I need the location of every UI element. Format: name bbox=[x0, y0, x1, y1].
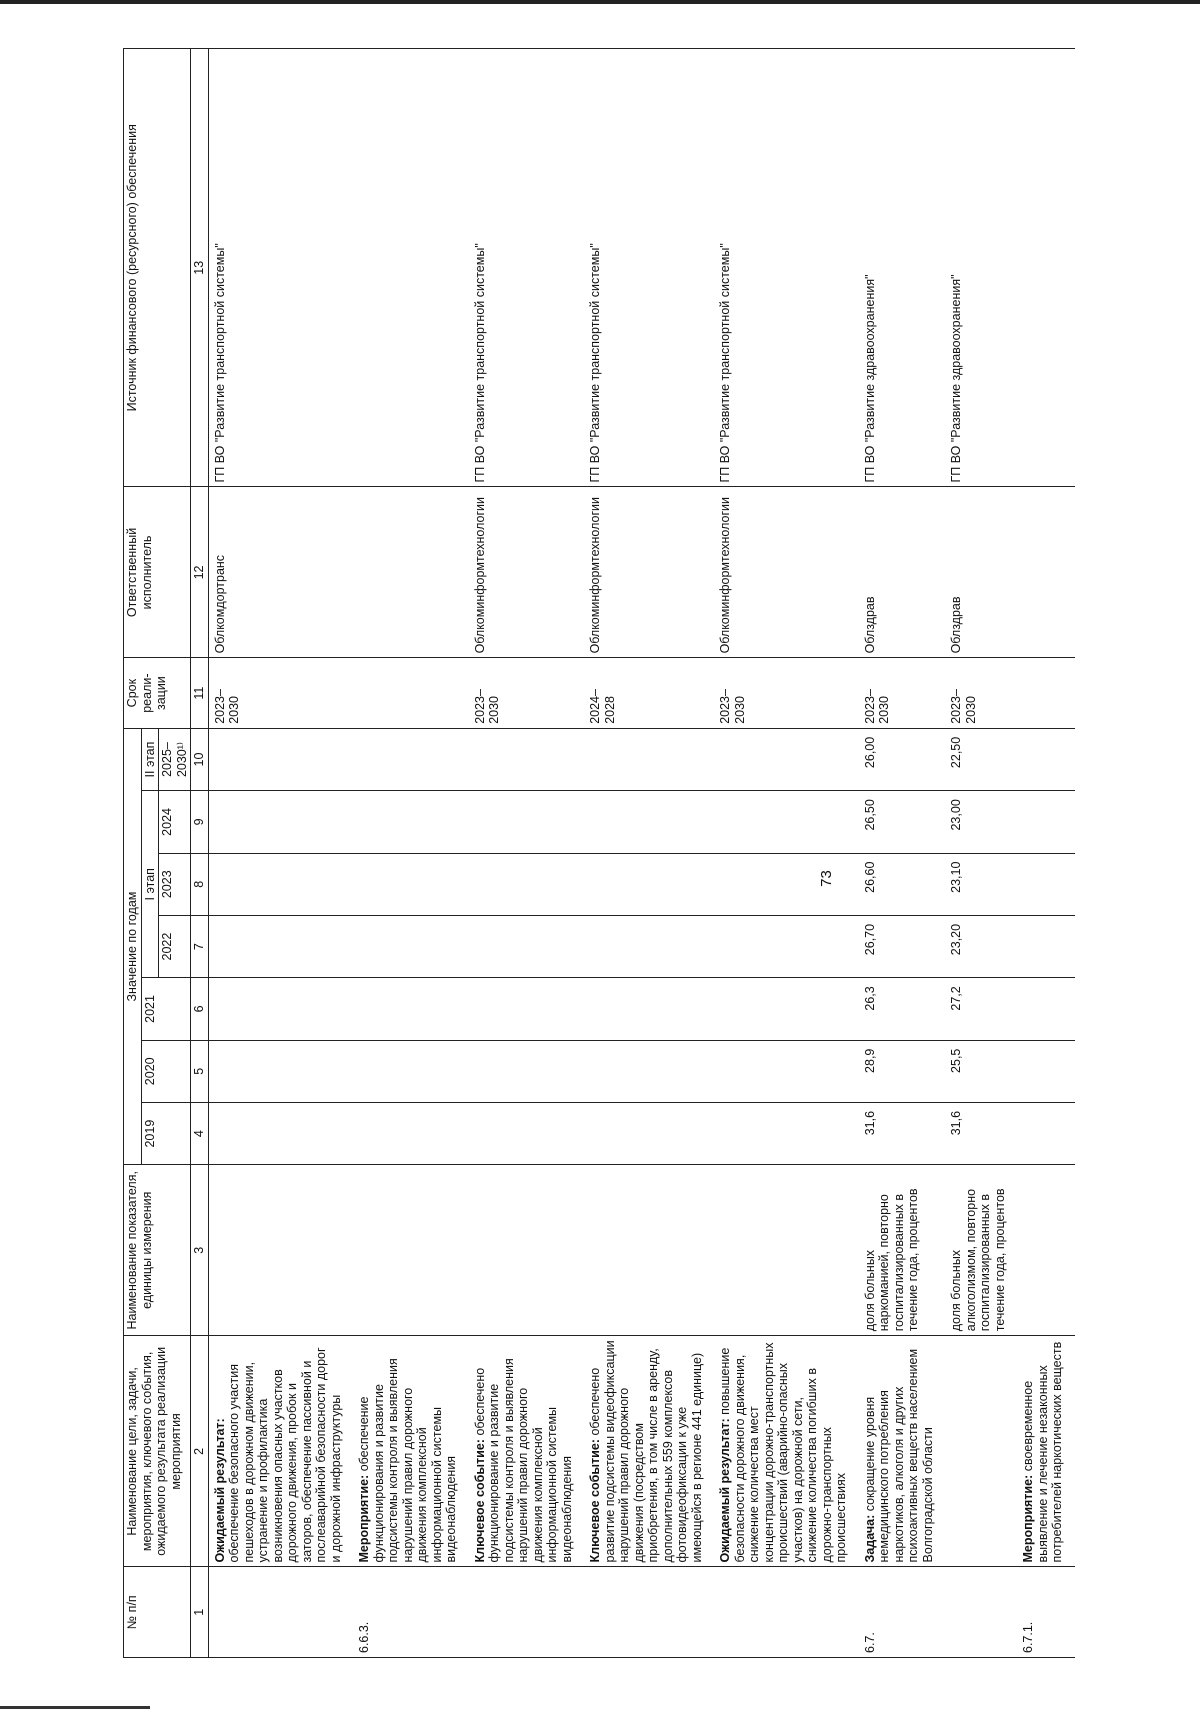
row-term: 2023–2030 bbox=[945, 658, 1017, 728]
row-name bbox=[584, 1336, 714, 1567]
row-text: обеспечение функционирования и развитие подсистемы контроля и выявления нарушений правил дорожного движения комплексной информационной системы видеонаблюдения bbox=[357, 1358, 458, 1563]
row-v2023 bbox=[353, 853, 469, 915]
row-v2021 bbox=[714, 978, 859, 1040]
col-number: 13 bbox=[191, 49, 209, 487]
header-2021: 2021 bbox=[141, 978, 191, 1040]
row-term: 2023–2030 bbox=[714, 658, 859, 728]
row-v2025: 22,50 bbox=[945, 728, 1017, 790]
row-v2021: 26,3 bbox=[859, 978, 946, 1040]
row-v2019 bbox=[469, 1102, 585, 1164]
row-lead: Ключевое событие: bbox=[472, 1439, 487, 1563]
row-v2024 bbox=[714, 791, 859, 853]
row-name bbox=[859, 1336, 946, 1567]
row-source: ГП ВО "Развитие здравоохранения" bbox=[945, 49, 1017, 487]
row-v2024 bbox=[353, 791, 469, 853]
row-v2023 bbox=[714, 853, 859, 915]
table-row bbox=[584, 49, 714, 1658]
row-v2021 bbox=[353, 978, 469, 1040]
col-number: 7 bbox=[191, 915, 209, 977]
row-v2023 bbox=[208, 853, 353, 915]
row-v2021: 27,2 bbox=[945, 978, 1017, 1040]
row-v2020 bbox=[1017, 1040, 1075, 1102]
rotated-page bbox=[123, 48, 1153, 1658]
row-no bbox=[469, 1567, 585, 1658]
header-2022: 2022 bbox=[159, 915, 191, 977]
row-v2025 bbox=[584, 728, 714, 790]
col-number: 12 bbox=[191, 487, 209, 658]
col-number: 8 bbox=[191, 853, 209, 915]
col-number: 3 bbox=[191, 1165, 209, 1336]
row-source: ГП ВО "Развитие транспортной системы" bbox=[469, 49, 585, 487]
row-lead: Мероприятие: bbox=[357, 1474, 371, 1563]
row-v2023: 26,60 bbox=[859, 853, 946, 915]
row-indicator: доля больных наркоманией, повторно госпитализированных в течение года, процентов bbox=[859, 1165, 946, 1336]
row-executor: Облкоминформтехнологии bbox=[584, 487, 714, 658]
header-values-group: Значение по годам bbox=[124, 728, 142, 1165]
row-executor: Облздрав bbox=[859, 487, 946, 658]
row-executor: Облкоминформтехнологии bbox=[469, 487, 585, 658]
row-indicator bbox=[714, 1165, 859, 1336]
row-v2024: 23,00 bbox=[945, 791, 1017, 853]
col-number: 11 bbox=[191, 658, 209, 728]
table-row bbox=[469, 49, 585, 1658]
row-v2020 bbox=[714, 1040, 859, 1102]
row-term bbox=[353, 658, 469, 728]
row-v2019 bbox=[1017, 1102, 1075, 1164]
row-lead: Ожидаемый результат: bbox=[212, 1418, 227, 1563]
row-v2020 bbox=[353, 1040, 469, 1102]
row-indicator bbox=[469, 1165, 585, 1336]
header-2025: 2025–2030¹⁾ bbox=[159, 728, 191, 790]
row-executor: Облкоминформтехнологии bbox=[714, 487, 859, 658]
row-source: ГП ВО "Развитие транспортной системы" bbox=[584, 49, 714, 487]
row-name bbox=[353, 1336, 469, 1567]
row-v2025 bbox=[469, 728, 585, 790]
row-v2019 bbox=[584, 1102, 714, 1164]
col-number: 4 bbox=[191, 1102, 209, 1164]
table-row bbox=[714, 49, 859, 1658]
row-v2021 bbox=[469, 978, 585, 1040]
row-v2022: 23,20 bbox=[945, 915, 1017, 977]
row-no bbox=[945, 1567, 1017, 1658]
header-2023: 2023 bbox=[159, 853, 191, 915]
table-row bbox=[353, 49, 469, 1658]
row-v2022 bbox=[208, 915, 353, 977]
row-no bbox=[584, 1567, 714, 1658]
row-v2023 bbox=[1017, 853, 1075, 915]
row-v2025: 26,00 bbox=[859, 728, 946, 790]
row-v2022: 26,70 bbox=[859, 915, 946, 977]
row-v2022 bbox=[714, 915, 859, 977]
row-v2021 bbox=[584, 978, 714, 1040]
row-lead: Ключевое событие: bbox=[588, 1439, 602, 1563]
row-text: сокращение уровня немедицинского потребления наркотиков, алкоголя и других психоактивных веществ населением Волгоградской области bbox=[862, 1348, 935, 1563]
header-name: Наименование цели, задачи, мероприятия, ключевого события, ожидаемого результата реализации мероприятия bbox=[124, 1336, 191, 1567]
row-v2025 bbox=[1017, 728, 1075, 790]
row-v2020 bbox=[208, 1040, 353, 1102]
row-v2019 bbox=[353, 1102, 469, 1164]
row-name bbox=[1017, 1336, 1075, 1567]
row-v2025 bbox=[353, 728, 469, 790]
row-source: ГП ВО "Развитие транспортной системы" bbox=[208, 49, 353, 487]
row-v2024 bbox=[208, 791, 353, 853]
header-no: № п/п bbox=[124, 1567, 191, 1658]
header-2020: 2020 bbox=[141, 1040, 191, 1102]
row-v2022 bbox=[584, 915, 714, 977]
row-v2020: 28,9 bbox=[859, 1040, 946, 1102]
measures-table bbox=[123, 48, 1075, 1658]
row-indicator bbox=[353, 1165, 469, 1336]
bottom-rule bbox=[0, 1706, 150, 1709]
col-number: 6 bbox=[191, 978, 209, 1040]
row-no bbox=[714, 1567, 859, 1658]
table-row bbox=[208, 49, 353, 1658]
row-lead: Задача: bbox=[862, 1514, 877, 1563]
header-source: Источник финансового (ресурсного) обеспечения bbox=[124, 49, 191, 487]
row-name bbox=[714, 1336, 859, 1567]
row-no: 6.7.1. bbox=[1017, 1567, 1075, 1658]
row-v2020 bbox=[584, 1040, 714, 1102]
row-v2020: 25,5 bbox=[945, 1040, 1017, 1102]
row-no: 6.7. bbox=[859, 1567, 946, 1658]
col-number: 1 bbox=[191, 1567, 209, 1658]
row-source bbox=[353, 49, 469, 487]
row-text: обеспечено развитие подсистемы видеофиксации нарушений правил дорожного движения (посредством приобретения, в том числе в аренду, дополнительных 559 комплексов фотовидеофиксации к уже имеющейся в регионе 441 единице) bbox=[588, 1340, 704, 1563]
row-executor: Облздрав bbox=[945, 487, 1017, 658]
row-lead: Ожидаемый результат: bbox=[718, 1418, 732, 1563]
row-name bbox=[208, 1336, 353, 1567]
row-source bbox=[1017, 49, 1075, 487]
row-v2019 bbox=[714, 1102, 859, 1164]
page-number: 73 bbox=[817, 870, 835, 887]
row-v2021 bbox=[208, 978, 353, 1040]
row-v2022 bbox=[353, 915, 469, 977]
row-v2019: 31,6 bbox=[945, 1102, 1017, 1164]
row-name bbox=[469, 1336, 585, 1567]
row-term: 2023–2030 bbox=[859, 658, 946, 728]
header-stage2: II этап bbox=[141, 728, 159, 790]
header-2024: 2024 bbox=[159, 791, 191, 853]
column-number-row bbox=[191, 49, 209, 1658]
row-term: 2023–2030 bbox=[208, 658, 353, 728]
col-number: 10 bbox=[191, 728, 209, 790]
row-indicator bbox=[208, 1165, 353, 1336]
col-number: 5 bbox=[191, 1040, 209, 1102]
header-2019: 2019 bbox=[141, 1102, 191, 1164]
row-v2025 bbox=[714, 728, 859, 790]
row-v2023: 23,10 bbox=[945, 853, 1017, 915]
row-v2024 bbox=[584, 791, 714, 853]
row-v2022 bbox=[469, 915, 585, 977]
row-v2019: 31,6 bbox=[859, 1102, 946, 1164]
row-name bbox=[945, 1336, 1017, 1567]
row-lead: Мероприятие: bbox=[1021, 1474, 1035, 1563]
top-rule bbox=[0, 0, 1200, 4]
row-source: ГП ВО "Развитие здравоохранения" bbox=[859, 49, 946, 487]
row-text: обеспечено функционирование и развитие подсистемы контроля и выявления нарушений правил дорожного движения комплексной информационной системы видеонаблюдения bbox=[472, 1358, 574, 1563]
row-v2023 bbox=[584, 853, 714, 915]
row-v2021 bbox=[1017, 978, 1075, 1040]
row-v2025 bbox=[208, 728, 353, 790]
row-term: 2023–2030 bbox=[469, 658, 585, 728]
row-v2020 bbox=[469, 1040, 585, 1102]
row-v2024 bbox=[1017, 791, 1075, 853]
row-indicator bbox=[584, 1165, 714, 1336]
row-text: своевременное выявление и лечение незаконных потребителей наркотических веществ bbox=[1021, 1341, 1064, 1563]
row-no: 6.6.3. bbox=[353, 1567, 469, 1658]
row-no bbox=[208, 1567, 353, 1658]
row-text: обеспечение безопасного участия пешеходов в дорожном движении, устранение и профилактика возникновения опасных участков дорожного движения, пробок и заторов, обеспечение пассивной и послеаварийной безопасности дорог и дорожной инфраструктуры bbox=[227, 1347, 343, 1563]
row-executor: Облкомдортранс bbox=[208, 487, 353, 658]
header-indicator: Наименование показателя, единицы измерения bbox=[124, 1165, 191, 1336]
row-v2024 bbox=[469, 791, 585, 853]
row-text: повышение безопасности дорожного движения, снижение количества мест концентрации дорожно-транспортных происшествий (аварийно-опасных участков) на дорожной сети, снижение количества погибших в дорожно-транспортных происшествиях bbox=[718, 1342, 848, 1563]
row-v2024: 26,50 bbox=[859, 791, 946, 853]
table-row bbox=[945, 49, 1017, 1658]
row-source: ГП ВО "Развитие транспортной системы" bbox=[714, 49, 859, 487]
header-term: Срок реали-зации bbox=[124, 658, 191, 728]
row-v2019 bbox=[208, 1102, 353, 1164]
header-executor: Ответственный исполнитель bbox=[124, 487, 191, 658]
table-row bbox=[1017, 49, 1075, 1658]
row-executor bbox=[1017, 487, 1075, 658]
row-v2023 bbox=[469, 853, 585, 915]
col-number: 2 bbox=[191, 1336, 209, 1567]
row-term: 2024–2028 bbox=[584, 658, 714, 728]
row-v2022 bbox=[1017, 915, 1075, 977]
row-term bbox=[1017, 658, 1075, 728]
table-row bbox=[859, 49, 946, 1658]
row-executor bbox=[353, 487, 469, 658]
header-stage1: I этап bbox=[141, 791, 159, 978]
col-number: 9 bbox=[191, 791, 209, 853]
row-indicator bbox=[1017, 1165, 1075, 1336]
row-indicator: доля больных алкоголизмом, повторно госпитализированных в течение года, процентов bbox=[945, 1165, 1017, 1336]
